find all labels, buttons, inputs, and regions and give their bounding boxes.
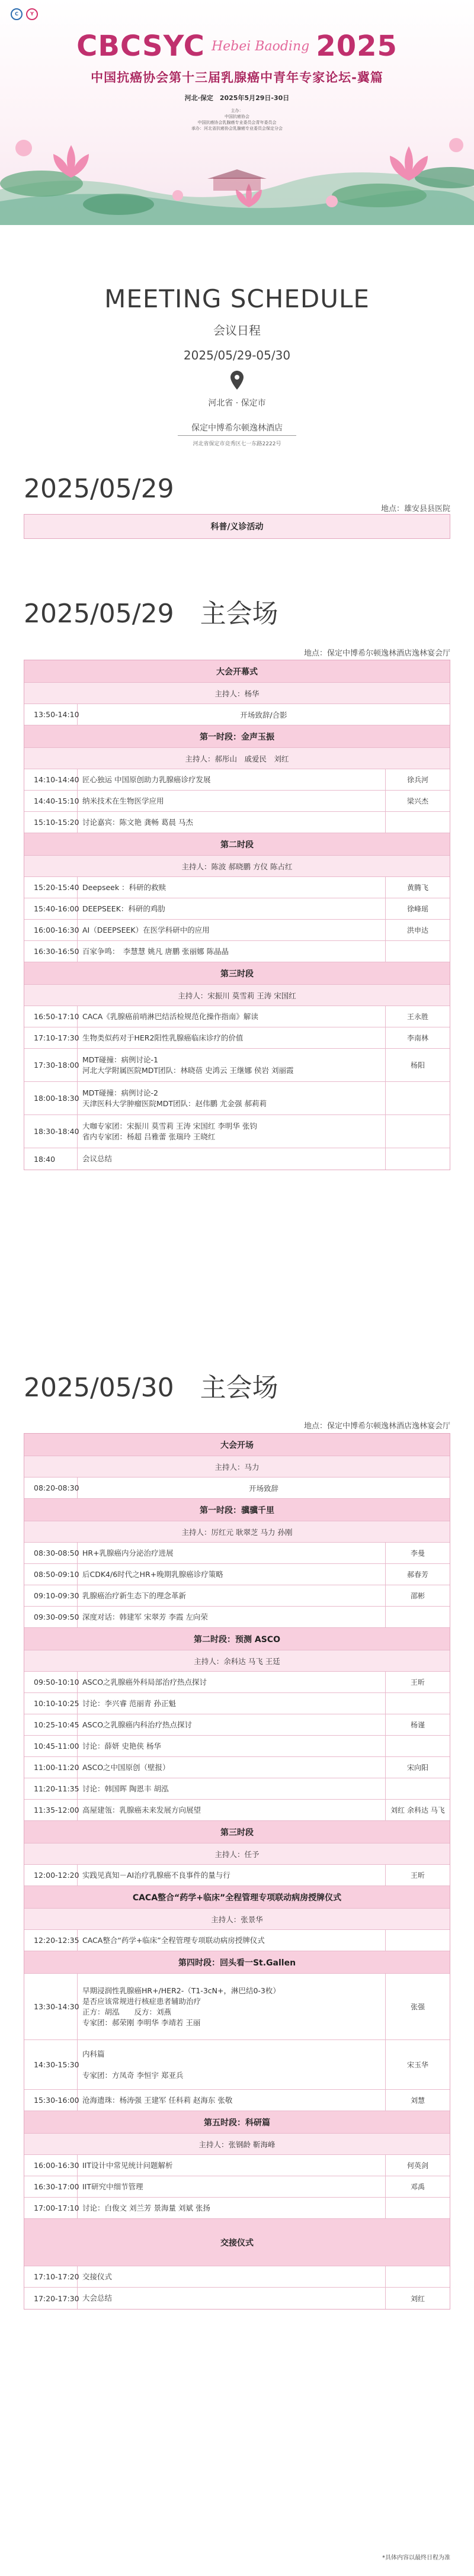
agenda-row <box>24 769 450 791</box>
agenda-time: 09:10-09:30 <box>24 1585 78 1606</box>
agenda-topic: ASCO之乳腺癌外科局部治疗热点探讨 <box>78 1672 386 1692</box>
day3-location: 地点：保定中博希尔顿逸林酒店逸林宴会厅 <box>303 1422 450 1431</box>
committee-logo-icon: Y <box>26 8 38 20</box>
agenda-topic: CACA整合“药学+临床”全程管理专项联动病房授牌仪式 <box>78 1930 386 1951</box>
session-header-row <box>24 1886 450 1909</box>
agenda-row <box>24 1930 450 1951</box>
session-header-row <box>24 660 450 683</box>
agenda-row <box>24 920 450 941</box>
agenda-speaker: 宋玉华 <box>406 2061 428 2069</box>
agenda-time: 15:10-15:20 <box>24 812 78 833</box>
agenda-topic: 开场致辞 <box>248 1483 278 1493</box>
session-title: 第五时段：科研篇 <box>204 2118 270 2128</box>
agenda-speaker <box>386 1693 450 1714</box>
agenda-row <box>24 1082 450 1115</box>
agenda-time: 16:30-16:50 <box>24 941 78 962</box>
moderators: 主持人：宋振川 莫雪莉 王涛 宋国红 <box>178 991 296 1000</box>
agenda-row <box>24 1714 450 1736</box>
moderator-row <box>24 748 450 769</box>
forum-logo <box>0 30 474 63</box>
agenda-row <box>24 1736 450 1757</box>
agenda-row <box>24 1543 450 1564</box>
day2-heading: 2025/05/29 主会场 <box>24 599 278 629</box>
agenda-time: 17:00-17:10 <box>24 2198 78 2218</box>
agenda-row <box>24 1585 450 1607</box>
org-line: 承办：河北省抗癌协会乳腺癌专业委员会保定分会 <box>191 126 283 131</box>
session-header-row <box>24 1821 450 1843</box>
agenda-topic: 生物类似药对于HER2阳性乳腺癌临床诊疗的价值 <box>78 1027 386 1048</box>
session-title: 第二时段 <box>220 840 254 850</box>
agenda-topic: Deepseek ：科研的救赎 <box>78 877 386 898</box>
agenda-time: 14:30-15:30 <box>24 2040 78 2089</box>
agenda-panel: 省内专家团：杨超 吕雅蕾 张瑞玲 王晓红 <box>82 1132 216 1141</box>
agenda-speaker <box>386 1607 450 1627</box>
agenda-time: 18:00-18:30 <box>24 1082 78 1114</box>
agenda-speaker: 王昕 <box>410 1871 425 1880</box>
agenda-line: 早期浸润性乳腺癌HR+/HER2-（T1-3cN+，淋巴结0-3枚） <box>82 1986 280 1995</box>
agenda-time: 14:40-15:10 <box>24 791 78 811</box>
day1-activity: 科普/义诊活动 <box>210 522 264 532</box>
day1-location: 地点：雄安县县医院 <box>380 505 450 513</box>
agenda-speaker <box>386 1115 450 1148</box>
moderators: 主持人：陈波 郝晓鹏 方仪 陈占红 <box>181 862 293 871</box>
logo-script: Hebei Baoding <box>211 38 310 54</box>
agenda-row <box>24 791 450 812</box>
agenda-speaker <box>386 1736 450 1756</box>
agenda-topic-block <box>78 1974 386 2039</box>
agenda-speaker: 洪申达 <box>406 926 428 934</box>
footnote: *具体内容以最终日程为准 <box>382 2555 450 2561</box>
agenda-row <box>24 898 450 920</box>
agenda-speaker: 李曼 <box>410 1549 425 1557</box>
day1-activity-row <box>24 515 450 538</box>
agenda-topic: 讨论：白俊文 刘兰芳 景海量 刘斌 张扬 <box>78 2198 386 2218</box>
agenda-line: 正方：胡泓 反方：刘燕 <box>82 2007 172 2016</box>
agenda-time: 12:20-12:35 <box>24 1930 78 1951</box>
agenda-speaker: 何英剑 <box>406 2161 428 2170</box>
partner-logos <box>11 8 38 20</box>
forum-subtitle: 河北·保定 2025年5月29日-30日 <box>184 94 290 102</box>
agenda-row <box>24 1027 450 1049</box>
agenda-time: 12:00-12:20 <box>24 1865 78 1886</box>
agenda-row <box>24 1757 450 1778</box>
session-header-row <box>24 1628 450 1650</box>
agenda-topic: MDT碰撞：病例讨论-2 <box>82 1088 159 1097</box>
agenda-speaker: 梁兴杰 <box>406 797 428 805</box>
moderator-row <box>24 1650 450 1672</box>
moderators: 主持人：余科达 马飞 王廷 <box>194 1656 280 1666</box>
org-line: 中国抗癌协会 <box>225 114 249 119</box>
agenda-topic: 纳米技术在生物医学应用 <box>78 791 386 811</box>
session-header-row <box>24 725 450 748</box>
logo-year: 2025 <box>316 30 398 63</box>
agenda-topic: 交接仪式 <box>78 2266 386 2287</box>
agenda-line: 专家团：郝荣刚 李明华 李靖若 王丽 <box>82 2018 201 2027</box>
agenda-row <box>24 2090 450 2111</box>
agenda-row <box>24 2266 450 2288</box>
agenda-topic: 大会总结 <box>78 2288 386 2309</box>
agenda-row <box>24 1672 450 1693</box>
agenda-speaker <box>386 2198 450 2218</box>
agenda-row <box>24 1778 450 1800</box>
agenda-time: 16:00-16:30 <box>24 2155 78 2176</box>
venue-divider <box>178 435 296 436</box>
session-title: 第一时段：骥骥千里 <box>200 1505 274 1515</box>
session-title: 第三时段 <box>220 1827 254 1838</box>
moderators: 主持人：张钢龄 靳海峰 <box>198 2140 276 2149</box>
association-logo-icon: C <box>11 8 23 20</box>
moderator-row <box>24 1909 450 1930</box>
agenda-row <box>24 1049 450 1082</box>
agenda-speaker <box>386 2266 450 2287</box>
agenda-speaker <box>386 812 450 833</box>
agenda-topic: HR+乳腺癌内分泌治疗进展 <box>78 1543 386 1563</box>
forum-title: 中国抗癌协会第十三届乳腺癌中青年专家论坛-冀篇 <box>91 70 383 85</box>
session-header-row <box>24 2219 450 2266</box>
agenda-time: 13:50-14:10 <box>24 704 78 725</box>
agenda-line: 内科篇 <box>82 2049 105 2058</box>
lotus-decoration <box>0 113 474 225</box>
agenda-topic: 后CDK4/6时代之HR+晚期乳腺癌诊疗策略 <box>78 1564 386 1585</box>
agenda-topic-block <box>78 1115 386 1148</box>
agenda-topic: 会议总结 <box>78 1148 386 1170</box>
agenda-speaker: 刘慧 <box>410 2096 425 2105</box>
venue-address: 河北省保定市竞秀区七一东路2222号 <box>193 441 281 447</box>
agenda-speaker: 邓禹 <box>410 2183 425 2191</box>
session-header-row <box>24 1951 450 1974</box>
agenda-row <box>24 2288 450 2309</box>
session-title: CACA整合“药学+临床”全程管理专项联动病房授牌仪式 <box>132 1893 342 1903</box>
agenda-topic-block <box>78 2040 386 2089</box>
agenda-speaker <box>386 1082 450 1114</box>
agenda-line <box>82 2060 380 2070</box>
session-header-row <box>24 833 450 856</box>
moderator-row <box>24 1843 450 1865</box>
agenda-row <box>24 812 450 833</box>
agenda-topic: AI（DEEPSEEK）在医学科研中的应用 <box>78 920 386 940</box>
agenda-row <box>24 2155 450 2176</box>
agenda-row <box>24 1115 450 1148</box>
agenda-time: 16:50-17:10 <box>24 1006 78 1027</box>
agenda-time: 18:30-18:40 <box>24 1115 78 1148</box>
agenda-speaker: 宋向阳 <box>406 1764 428 1772</box>
agenda-time: 09:30-09:50 <box>24 1607 78 1627</box>
agenda-speaker <box>386 1148 450 1170</box>
agenda-topic: IIT设计中常见统计问题解析 <box>78 2155 386 2176</box>
agenda-speaker: 刘红 <box>410 2294 425 2303</box>
agenda-speaker: 李南林 <box>406 1034 428 1042</box>
agenda-speaker: 郝春芳 <box>406 1570 428 1579</box>
agenda-speaker: 刘红 余科达 马飞 <box>390 1806 445 1814</box>
agenda-speaker: 王昕 <box>410 1678 425 1687</box>
agenda-row <box>24 1800 450 1821</box>
agenda-speaker: 王永胜 <box>406 1013 428 1021</box>
agenda-topic: IIT研究中细节管理 <box>78 2176 386 2197</box>
moderators: 主持人：杨华 <box>214 689 260 698</box>
moderator-row <box>24 683 450 704</box>
agenda-topic: 讨论：韩国晖 陶恩丰 胡泓 <box>78 1778 386 1799</box>
agenda-speaker: 黄腾飞 <box>406 884 428 892</box>
agenda-time: 17:20-17:30 <box>24 2288 78 2309</box>
agenda-time: 08:20-08:30 <box>24 1477 78 1498</box>
agenda-topic: ASCO之乳腺癌内科治疗热点探讨 <box>78 1714 386 1735</box>
agenda-topic: 沧海遗珠：杨涛强 王建军 任科莉 赵海东 张敬 <box>78 2090 386 2111</box>
agenda-topic: 匠心独运 中国原创助力乳腺癌诊疗发展 <box>78 769 386 790</box>
agenda-topic: ASCO之中国原创（壁报） <box>78 1757 386 1778</box>
agenda-time: 15:30-16:00 <box>24 2090 78 2111</box>
venue-city: 河北省 · 保定市 <box>208 399 266 408</box>
day2-table <box>24 660 450 1170</box>
agenda-speaker: 徐兵河 <box>406 776 428 784</box>
agenda-speaker: 杨谨 <box>410 1721 425 1729</box>
agenda-row <box>24 877 450 898</box>
session-header-row <box>24 2111 450 2134</box>
org-line: 主办： <box>230 108 244 113</box>
agenda-time: 10:25-10:45 <box>24 1714 78 1735</box>
agenda-topic: 实践见真知－AI治疗乳腺癌不良事件的量与行 <box>78 1865 386 1886</box>
agenda-time: 11:20-11:35 <box>24 1778 78 1799</box>
agenda-time: 18:40 <box>24 1148 78 1170</box>
agenda-topic: 讨论：李兴睿 范丽青 孙正魁 <box>78 1693 386 1714</box>
moderators: 主持人：郝彤山 戚爱民 刘红 <box>185 754 289 763</box>
agenda-topic: 大咖专家团：宋振川 莫雪莉 王涛 宋国红 李明华 张钧 <box>82 1121 257 1130</box>
header-banner <box>0 0 474 225</box>
agenda-row <box>24 1865 450 1886</box>
agenda-time: 13:30-14:30 <box>24 1974 78 2039</box>
day3-table <box>24 1433 450 2310</box>
agenda-time: 17:10-17:30 <box>24 1027 78 1048</box>
day1-heading: 2025/05/29 <box>24 474 174 504</box>
agenda-row <box>24 1564 450 1585</box>
agenda-topic: 百家争鸣： 李慧慧 姚凡 唐鹏 张丽娜 陈晶晶 <box>78 941 386 962</box>
agenda-row <box>24 1693 450 1714</box>
session-header-row <box>24 1499 450 1521</box>
session-title: 大会开场 <box>220 1440 254 1450</box>
agenda-time: 11:00-11:20 <box>24 1757 78 1778</box>
session-header-row <box>24 1434 450 1456</box>
agenda-topic-block <box>78 1082 386 1114</box>
agenda-speaker: 张强 <box>410 2003 425 2011</box>
agenda-row <box>24 941 450 962</box>
agenda-row <box>24 2176 450 2198</box>
session-title: 第一时段：金声玉振 <box>200 732 274 742</box>
agenda-speaker: 杨阳 <box>410 1061 425 1069</box>
agenda-topic-block <box>78 1049 386 1081</box>
agenda-topic: 开场致辞/合影 <box>240 710 287 720</box>
agenda-speaker <box>386 1930 450 1951</box>
moderator-row <box>24 1521 450 1543</box>
agenda-time: 16:30-17:00 <box>24 2176 78 2197</box>
agenda-topic: 讨论：薛妍 史艳侠 杨华 <box>78 1736 386 1756</box>
logo-text: CBCSYC <box>76 30 205 63</box>
agenda-row <box>24 704 450 725</box>
moderators: 主持人：任予 <box>214 1849 260 1859</box>
org-line: 中国抗癌协会乳腺癌专业委员会青年委员会 <box>197 120 277 125</box>
agenda-row <box>24 1974 450 2040</box>
agenda-row <box>24 1148 450 1170</box>
agenda-topic: CACA《乳腺癌前哨淋巴结活检规范化操作指南》解读 <box>78 1006 386 1027</box>
agenda-time: 10:10-10:25 <box>24 1693 78 1714</box>
schedule-subtitle: 会议日程 <box>213 323 261 338</box>
schedule-title: MEETING SCHEDULE <box>104 284 370 313</box>
agenda-panel: 天津医科大学肿瘤医院MDT团队：赵伟鹏 尤金强 郝莉莉 <box>82 1099 267 1108</box>
location-pin-icon <box>230 371 244 390</box>
moderators: 主持人：张景华 <box>211 1915 263 1924</box>
agenda-speaker <box>386 941 450 962</box>
agenda-time: 08:30-08:50 <box>24 1543 78 1563</box>
agenda-topic: MDT碰撞：病例讨论-1 <box>82 1055 159 1064</box>
agenda-topic: 高屋建瓴：乳腺癌未来发展方向展望 <box>78 1800 386 1820</box>
agenda-time: 17:30-18:00 <box>24 1049 78 1081</box>
session-title: 第三时段 <box>220 969 254 979</box>
moderators: 主持人：厉红元 耿翠芝 马力 孙刚 <box>181 1527 293 1537</box>
agenda-time: 15:20-15:40 <box>24 877 78 898</box>
agenda-topic: DEEPSEEK：科研的鸡肋 <box>78 898 386 919</box>
session-title: 第四时段：回头看一St.Gallen <box>178 1958 296 1968</box>
session-title: 大会开幕式 <box>216 667 258 677</box>
venue-hotel: 保定中博希尔顿逸林酒店 <box>191 423 283 433</box>
agenda-row <box>24 1006 450 1027</box>
moderator-row <box>24 2134 450 2155</box>
agenda-topic: 深度对话：韩建军 宋翠芳 李霞 左向荣 <box>78 1607 386 1627</box>
agenda-time: 11:35-12:00 <box>24 1800 78 1820</box>
agenda-panel: 河北大学附属医院MDT团队：林晓蓓 史鸿云 王继娜 侯岩 刘丽霞 <box>82 1065 294 1075</box>
moderator-row <box>24 985 450 1006</box>
agenda-time: 17:10-17:20 <box>24 2266 78 2287</box>
moderator-row <box>24 1456 450 1477</box>
agenda-speaker: 邵彬 <box>410 1592 425 1600</box>
agenda-row <box>24 1607 450 1628</box>
day2-location: 地点：保定中博希尔顿逸林酒店逸林宴会厅 <box>303 649 450 658</box>
agenda-time: 08:50-09:10 <box>24 1564 78 1585</box>
agenda-line: 专家团：方凤奇 李恒宇 郑亚兵 <box>82 2070 184 2080</box>
session-header-row <box>24 962 450 985</box>
day3-heading: 2025/05/30 主会场 <box>24 1373 278 1403</box>
agenda-time: 16:00-16:30 <box>24 920 78 940</box>
agenda-speaker <box>386 1778 450 1799</box>
moderators: 主持人：马力 <box>214 1462 260 1472</box>
agenda-row <box>24 1477 450 1499</box>
agenda-time: 14:10-14:40 <box>24 769 78 790</box>
agenda-time: 09:50-10:10 <box>24 1672 78 1692</box>
agenda-topic: 乳腺癌治疗新生态下的理念革新 <box>78 1585 386 1606</box>
session-title: 交接仪式 <box>220 2238 254 2248</box>
schedule-dates: 2025/05/29-05/30 <box>183 348 291 362</box>
session-title: 第二时段：预测 ASCO <box>194 1634 280 1644</box>
agenda-speaker: 徐峰瑶 <box>406 905 428 913</box>
agenda-line: 是否应该常规进行核症患者辅助治疗 <box>82 1996 201 2006</box>
agenda-row <box>24 2040 450 2090</box>
agenda-time: 10:45-11:00 <box>24 1736 78 1756</box>
agenda-time: 15:40-16:00 <box>24 898 78 919</box>
agenda-topic: 讨论嘉宾：陈文艳 龚畅 葛晨 马杰 <box>78 812 386 833</box>
moderator-row <box>24 856 450 877</box>
day1-table <box>24 514 450 539</box>
agenda-row <box>24 2198 450 2219</box>
